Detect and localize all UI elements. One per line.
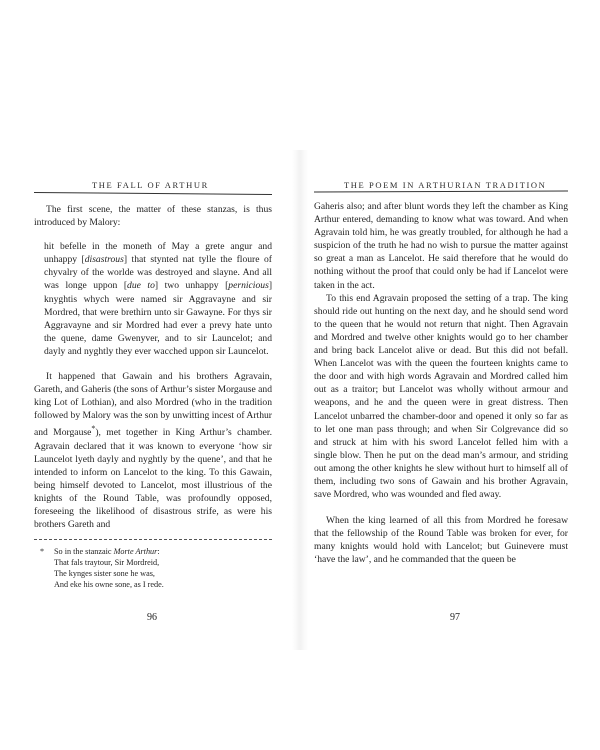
page-number-right: 97 <box>450 612 460 623</box>
quote-text: ] two unhappy [ <box>154 280 229 292</box>
quote-gloss: disastrous <box>84 254 124 266</box>
quote-text: ] knyghtis whych were named sir Aggravayne and sir Mordred, that were brethirn unto sir Gawayne. For thys sir Aggravayne and sir Mordred had ever a prevy hate unto the quene, dame Gwenyver, and to sir Launcelot; and dayly and nyghtly they ever wacched uppon sir Launcelot. <box>44 280 273 357</box>
body-paragraph: Gaheris also; and after blunt words they left the chamber as King Arthur entered, demanding to know what was toward. And when Agravain told him, he was greatly troubled, for although he had a suspicion of the truth he had no wish to pursue the matter against so great a man as Lancelot. He said therefore that he would do nothing without the proof that could only be had if Lancelot were taken in the act. <box>314 201 568 291</box>
intro-paragraph: The first scene, the matter of these stanzas, is thus introduced by Malory: <box>34 204 272 229</box>
page-number-left: 96 <box>147 612 157 623</box>
quote-gloss: pernicious <box>228 280 269 292</box>
body-paragraph: When the king learned of all this from Mordred he foresaw that the fellowship of the Round Table was broken for ever, for many knights would hold with Lancelot; but Guinevere must ‘have the law’, and he commanded that the queen be <box>314 515 568 566</box>
footnote-verse-line: That fals traytour, Sir Mordreid, <box>54 558 160 567</box>
malory-quotation <box>44 240 272 358</box>
footnote <box>40 546 270 590</box>
footnote-rule <box>34 539 272 540</box>
footnote-verse-line: And eke his owne sone, as I rede. <box>54 580 164 589</box>
paragraph-text: ), met together in King Arthur’s chamber. Agravain declared that it was known to everyone ‘how sir Launcelot lyeth dayly and nyghtly by the quene’, and that he intended to inform on Lancelot to the king. To this Gawain, being himself devoted to Lancelot, most illustrious of the knights of the Round Table, was profoundly opposed, foreseeing the likelihood of disastrous strife, as were his brothers Gareth and <box>34 427 272 531</box>
quote-gloss: due to <box>127 280 155 292</box>
paragraph-text: It happened that Gawain and his brothers Agravain, Gareth, and Gaheris (the sons of Arthur’s sister Morgause and king Lot of Lothian), and also Mordred (who in the tradition followed by Malory was the son by unwitting incest of Arthur and Morgause <box>34 371 272 439</box>
footnote-text: : <box>157 547 160 556</box>
footnote-text: So in the stanzaic <box>54 547 114 556</box>
footnote-mark: * <box>40 547 45 556</box>
right-page <box>300 0 600 750</box>
footnote-title: Morte Arthur <box>113 547 158 556</box>
quote-text: ] that stynted nat tylle the floure of chyvalry of the worlde was destroyed and slayne. And all was longe uppon [ <box>44 254 272 292</box>
body-paragraph: To this end Agravain proposed the setting of a trap. The king should ride out hunting on the next day, and he should send word to the queen that he would not return that night. Then Agravain and Mordred and twelve other knights would go to her chamber and bring back Lancelot alive or dead. But this did not befall. When Lancelot was with the queen the fourteen knights came to the door and with high words Agravain and Mordred called him out as a traitor; but Lancelot was wholly without armour and weapons, and he and the queen were in great distress. Then Lancelot unbarred the chamber-door and opened it only so far as to let one man pass through; and when Sir Colgrevance did so and struck at him with his sword Lancelot felled him with a single blow. Then he put on the dead man’s armour, and striding out among the other knights he slew without hurt to himself all of them, including two sons of Gawain and his brother Agravain, save Mordred, who was wounded and fled away. <box>314 292 568 501</box>
running-head-left: THE FALL OF ARTHUR <box>92 180 209 190</box>
footnote-reference[interactable]: * <box>91 424 96 434</box>
body-paragraph <box>34 370 272 531</box>
running-head-right: THE POEM IN ARTHURIAN TRADITION <box>344 180 547 190</box>
footnote-verse-line: The kynges sister sone he was, <box>54 569 155 578</box>
left-page-text <box>34 203 272 531</box>
running-head-rule-left <box>34 192 272 195</box>
quote-text: hit befelle in the moneth of May a grete angur and unhappy [ <box>44 241 272 266</box>
running-head-rule-right <box>314 191 568 193</box>
right-page-text <box>314 200 568 567</box>
